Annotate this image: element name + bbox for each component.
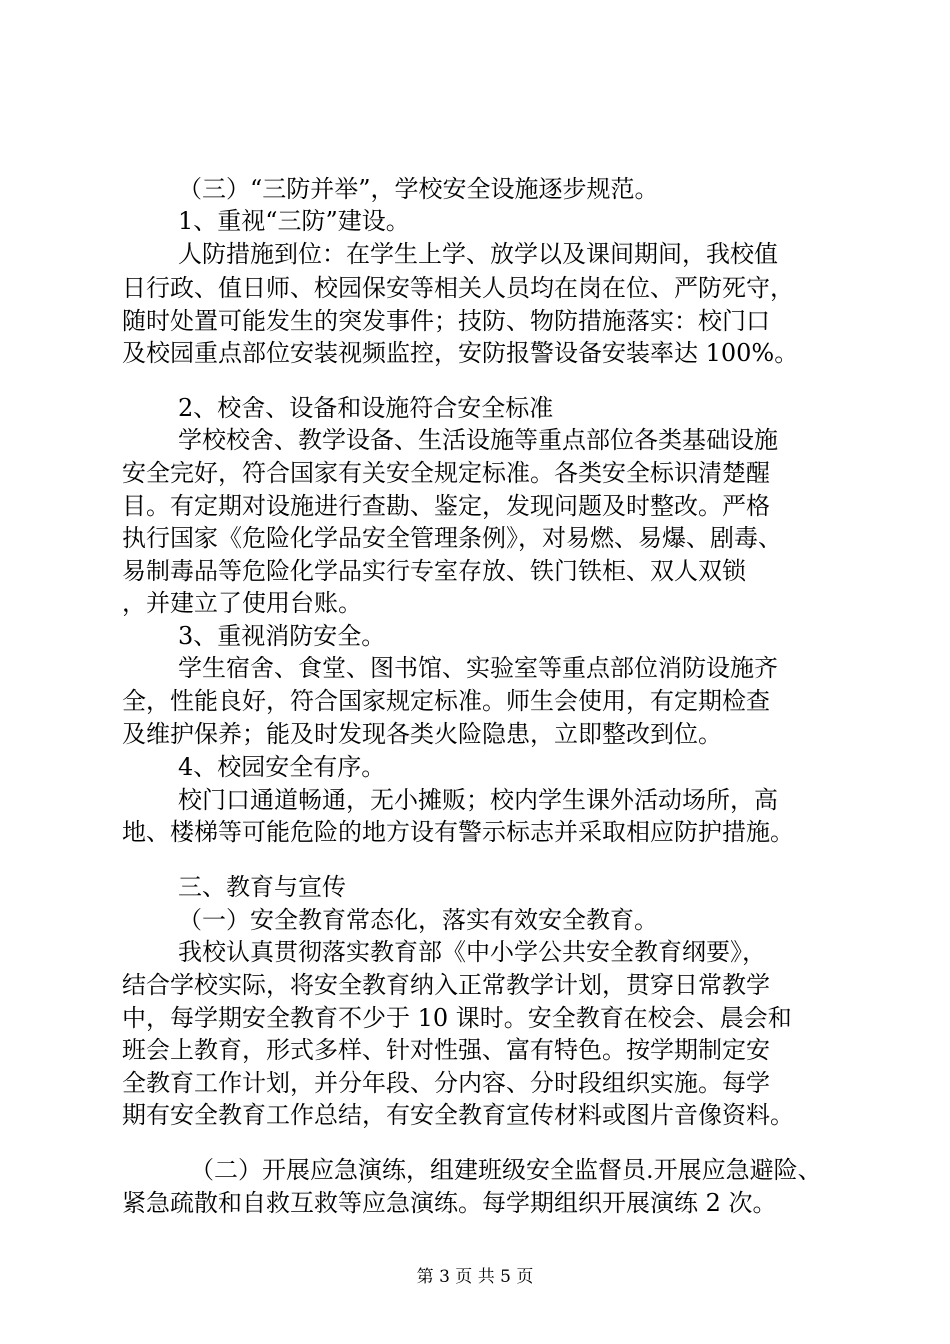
subheading-1: 1、重视“三防”建设。 <box>178 207 410 235</box>
body-line: 学校校舍、教学设备、生活设施等重点部位各类基础设施 <box>178 426 778 454</box>
page-number-footer: 第 3 页 共 5 页 <box>416 1267 534 1287</box>
subheading-4: 4、校园安全有序。 <box>178 753 386 781</box>
body-line: 结合学校实际，将安全教育纳入正常教学计划，贯穿日常教学 <box>122 971 770 999</box>
body-line: 安全完好，符合国家有关安全规定标准。各类安全标识清楚醒 <box>122 459 770 487</box>
subheading-2: 2、校舍、设备和设施符合安全标准 <box>178 394 554 422</box>
body-line: 全教育工作计划，并分年段、分内容、分时段组织实施。每学 <box>122 1069 770 1097</box>
body-line: 校门口通道畅通，无小摊贩；校内学生课外活动场所，高 <box>178 786 778 814</box>
body-line: 执行国家《危险化学品安全管理条例》，对易燃、易爆、剧毒、 <box>122 524 782 552</box>
body-line: 全，性能良好，符合国家规定标准。师生会使用，有定期检查 <box>122 687 770 715</box>
body-line: 中，每学期安全教育不少于 10 课时。安全教育在校会、晨会和 <box>122 1004 792 1032</box>
body-line: 及校园重点部位安装视频监控，安防报警设备安装率达 100%。 <box>122 339 799 367</box>
body-line: 人防措施到位：在学生上学、放学以及课间期间，我校值 <box>178 240 778 268</box>
body-line: 我校认真贯彻落实教育部《中小学公共安全教育纲要》， <box>178 938 766 966</box>
body-line: 紧急疏散和自救互救等应急演练。每学期组织开展演练 2 次。 <box>122 1189 777 1217</box>
body-line: 随时处置可能发生的突发事件；技防、物防措施落实：校门口 <box>122 307 770 335</box>
body-line: 易制毒品等危险化学品实行专室存放、铁门铁柜、双人双锁 <box>122 557 746 585</box>
body-line: 日行政、值日师、校园保安等相关人员均在岗在位、严防死守， <box>122 274 794 302</box>
section-heading-education: 三、教育与宣传 <box>178 873 346 901</box>
body-line: 地、楼梯等可能危险的地方设有警示标志并采取相应防护措施。 <box>122 818 794 846</box>
section-heading-three-defenses: （三）“三防并举”，学校安全设施逐步规范。 <box>178 175 659 203</box>
subheading-one: （一）安全教育常态化，落实有效安全教育。 <box>178 906 658 934</box>
subheading-3: 3、重视消防安全。 <box>178 622 386 650</box>
body-line: ，并建立了使用台账。 <box>122 589 362 617</box>
body-line: 目。有定期对设施进行查勘、鉴定，发现问题及时整改。严格 <box>122 492 770 520</box>
body-line: 班会上教育，形式多样、针对性强、富有特色。按学期制定安 <box>122 1036 770 1064</box>
body-line: 及维护保养；能及时发现各类火险隐患，立即整改到位。 <box>122 720 722 748</box>
body-line: 学生宿舍、食堂、图书馆、实验室等重点部位消防设施齐 <box>178 654 778 682</box>
subheading-two: （二）开展应急演练，组建班级安全监督员.开展应急避险、 <box>190 1156 822 1184</box>
body-line: 期有安全教育工作总结，有安全教育宣传材料或图片音像资料。 <box>122 1101 794 1129</box>
